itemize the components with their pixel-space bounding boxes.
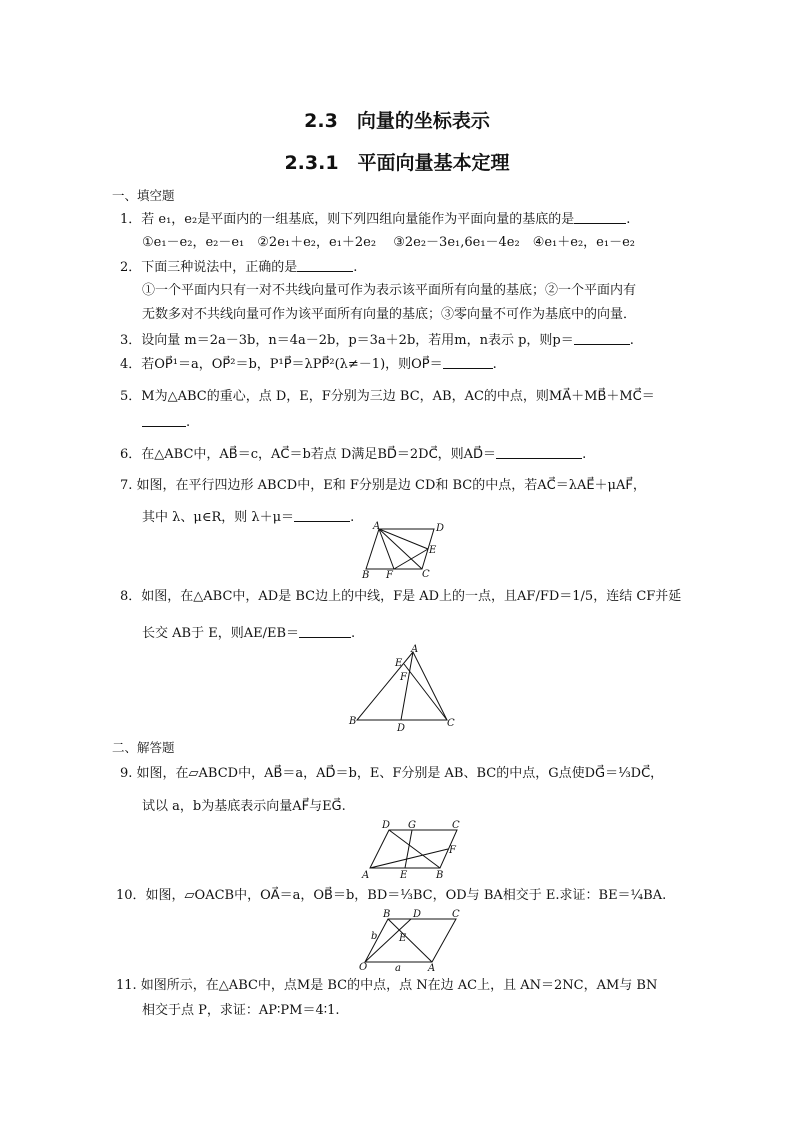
question-5: 5．M为△ABC的重心，点 D，E，F分别为三边 BC，AB，AC的中点，则MA⃗＋MB⃗＋MC⃗＝ <box>120 389 655 404</box>
question-11-line-2: 相交于点 P，求证：AP∶PM＝4∶1. <box>142 1003 340 1018</box>
question-9-line-2: 试以 a，b为基底表示向量AF⃗与EG⃗. <box>142 799 346 814</box>
segment-db <box>389 830 440 868</box>
label-c: C <box>447 718 455 729</box>
label-vector-a: a <box>395 963 401 974</box>
label-b: B <box>436 870 444 881</box>
label-a: A <box>373 521 381 532</box>
answer-blank[interactable] <box>299 625 351 638</box>
label-e: E <box>399 933 407 944</box>
median-ad <box>401 652 413 720</box>
question-2-line-2: ①一个平面内只有一对不共线向量可作为表示该平面所有向量的基底；②一个平面内有 <box>142 283 637 298</box>
question-1-options: ①e₁－e₂，e₂－e₁ ②2e₁＋e₂，e₁＋2e₂ ③2e₂－3e₁,6e₁－4e₂ ④e₁＋e₂，e₁－e₂ <box>142 235 635 250</box>
segment-ac <box>379 529 422 569</box>
fill-blank-heading: 一、填空题 <box>112 188 175 203</box>
question-4-text: 4．若OP⃗¹＝a，OP⃗²＝b，P¹P⃗＝λPP⃗²(λ≠－1)，则OP⃗＝ <box>120 357 443 372</box>
question-6: 6．在△ABC中，AB⃗＝c，AC⃗＝b若点 D满足BD⃗＝2DC⃗，则AD⃗＝ . <box>120 447 587 462</box>
question-9: 9. 如图，在▱ABCD中，AB⃗＝a，AD⃗＝b，E、F分别是 AB、BC的中点，G点使DG⃗＝⅓DC⃗， <box>120 766 664 781</box>
label-vector-b: b <box>371 931 378 942</box>
label-b: B <box>362 570 370 581</box>
question-1: 1．若 e₁，e₂是平面内的一组基底，则下列四组向量能作为平面向量的基底的是 . <box>120 212 631 227</box>
parallelogram-outline <box>370 830 457 868</box>
label-f: F <box>449 845 456 856</box>
label-f: F <box>400 672 407 683</box>
question-7: 7. 如图，在平行四边形 ABCD中，E和 F分别是边 CD和 BC的中点，若AC⃗＝λAE⃗＋μAF⃗， <box>120 478 646 493</box>
answer-blank[interactable] <box>496 446 582 459</box>
label-f: F <box>386 570 393 581</box>
label-d: D <box>397 723 406 734</box>
question-2-line-3: 无数多对不共线向量可作为该平面所有向量的基底；③零向量不可作为基底中的向量． <box>142 307 637 322</box>
question-1-text: 1．若 e₁，e₂是平面内的一组基底，则下列四组向量能作为平面向量的基底的是 <box>120 212 575 227</box>
question-7-line-2: 其中 λ、μ∈R，则 λ＋μ＝ . <box>142 510 355 525</box>
question-3-text: 3．设向量 m＝2a－3b，n＝4a－2b，p＝3a＋2b，若用m，n表示 p，则p＝ <box>120 333 574 348</box>
figure-7-parallelogram <box>356 520 446 580</box>
label-d: D <box>413 909 422 920</box>
segment-ba <box>388 919 432 962</box>
label-a: A <box>411 644 419 655</box>
answer-blank[interactable] <box>294 509 350 522</box>
label-a: A <box>428 963 436 974</box>
label-g: G <box>408 820 416 831</box>
segment-af <box>379 529 394 569</box>
answer-blank[interactable] <box>574 332 630 345</box>
label-c: C <box>422 569 430 580</box>
question-8: 8．如图，在△ABC中，AD是 BC边上的中线，F是 AD上的一点，且AF/FD＝1/5，连结 CF并延 <box>120 589 682 604</box>
figure-8-triangle <box>345 644 460 734</box>
label-c: C <box>452 909 460 920</box>
question-8-line-2: 长交 AB于 E，则AE/EB＝ . <box>142 626 356 641</box>
answer-blank[interactable] <box>142 414 186 427</box>
segment-eg <box>405 830 412 868</box>
figure-9-parallelogram <box>360 820 470 880</box>
answer-blank[interactable] <box>443 356 493 369</box>
question-10: 10．如图，▱OACB中，OA⃗＝a，OB⃗＝b，BD＝⅓BC，OD与 BA相交于 E.求证：BE＝¼BA. <box>116 888 667 903</box>
segment-ae <box>379 529 428 549</box>
question-11: 11. 如图所示，在△ABC中，点M是 BC的中点，点 N在边 AC上，且 AN＝2NC，AM与 BN <box>116 978 658 993</box>
label-b: B <box>383 909 391 920</box>
question-4: 4．若OP⃗¹＝a，OP⃗²＝b，P¹P⃗＝λPP⃗²(λ≠－1)，则OP⃗＝ . <box>120 357 497 372</box>
answer-blank[interactable] <box>574 211 626 224</box>
label-d: D <box>436 523 445 534</box>
question-2-text: 2．下面三种说法中，正确的是 <box>120 260 298 275</box>
label-e: E <box>429 545 437 556</box>
label-c: C <box>452 820 460 831</box>
label-o: O <box>359 962 368 973</box>
answer-heading: 二、解答题 <box>112 740 175 755</box>
label-a: A <box>362 870 370 881</box>
label-e: E <box>400 870 408 881</box>
section-title: 2.3 向量的坐标表示 <box>304 110 490 132</box>
subsection-title: 2.3.1 平面向量基本定理 <box>284 152 510 174</box>
figure-10-parallelogram <box>355 910 470 972</box>
label-b: B <box>349 716 357 727</box>
label-d: D <box>382 820 391 831</box>
question-5-answer: . <box>142 414 190 431</box>
question-2: 2．下面三种说法中，正确的是 . <box>120 260 358 275</box>
answer-blank[interactable] <box>297 259 353 272</box>
question-6-text: 6．在△ABC中，AB⃗＝c，AC⃗＝b若点 D满足BD⃗＝2DC⃗，则AD⃗＝ <box>120 447 497 462</box>
segment-ce <box>404 664 447 720</box>
question-3: 3．设向量 m＝2a－3b，n＝4a－2b，p＝3a＋2b，若用m，n表示 p，则p＝ . <box>120 333 634 348</box>
label-e: E <box>395 658 403 669</box>
